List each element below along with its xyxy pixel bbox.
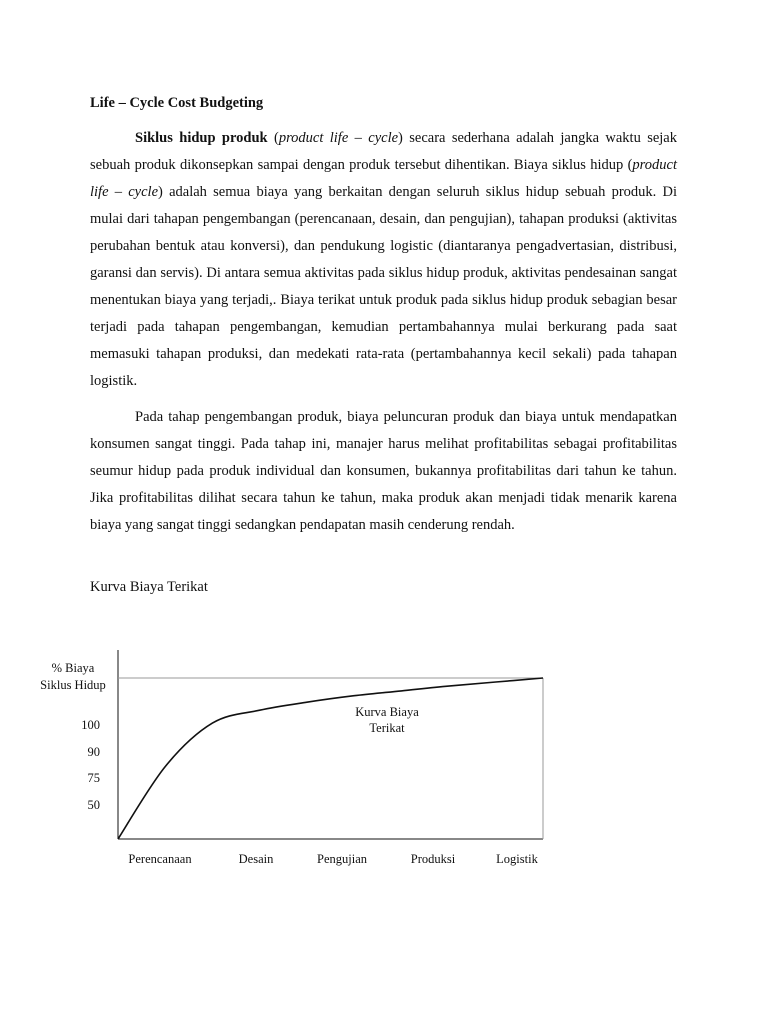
x-tick-label: Pengujian (317, 852, 367, 866)
y-tick-label: 75 (87, 771, 100, 785)
bold-term: Siklus hidup produk (135, 130, 268, 146)
y-axis-label-line1: % Biaya (51, 661, 95, 675)
y-tick-label: 100 (81, 718, 100, 732)
y-tick-label: 50 (87, 798, 100, 812)
x-tick-label: Produksi (410, 852, 456, 866)
x-tick-label: Logistik (496, 852, 538, 866)
committed-cost-chart (0, 620, 768, 890)
paragraph-tahap-pengembangan: Pada tahap pengembangan produk, biaya peluncuran produk dan biaya untuk mendapatkan konsumen sangat tinggi. Pada tahap ini, manajer harus melihat profitabilitas sebagai profitabilitas seumur hidup pada produk individual dan konsumen, bukannya profitabilitas dari tahun ke tahun. Jika profitabilitas dilihat secara tahun ke tahun, maka produk akan menjadi tidak menarik karena biaya yang sangat tinggi sedangkan pendapatan masih cenderung rendah. (90, 409, 677, 533)
document-heading: Life – Cycle Cost Budgeting (90, 95, 264, 111)
y-tick-label: 90 (87, 745, 100, 759)
curve-annotation-line2: Terikat (369, 721, 405, 735)
chart-svg (0, 620, 768, 890)
paragraph-text: ) secara sederhana adalah jangka waktu sejak sebuah produk dikonsepkan sampai dengan produk tersebut dihentikan. Biaya siklus hidup ( (90, 130, 677, 173)
paragraph-siklus-hidup (90, 125, 677, 395)
paragraph-text: ) adalah semua biaya yang berkaitan dengan seluruh siklus hidup sebuah produk. Di mulai dari tahapan pengembangan (perencanaan, desain, dan pengujian), tahapan produksi (aktivitas perubahan bentuk atau konversi), dan pendukung logistic (diantaranya pengadvertasian, distribusi, garansi dan servis). Di antara semua aktivitas pada siklus hidup produk, aktivitas pendesainan sangat menentukan biaya yang terjadi,. Biaya terikat untuk produk pada siklus hidup produk sebagian besar terjadi pada tahapan pengembangan, kemudian pertambahannya mulai berkurang pada saat memasuki tahapan produksi, dan medekati rata-rata (pertambahannya kecil sekali) pada tahapan logistik. (90, 184, 678, 389)
x-tick-label: Desain (238, 852, 274, 866)
curve-annotation-line1: Kurva Biaya (355, 705, 419, 719)
x-tick-label: Perencanaan (128, 852, 192, 866)
italic-term: product life – cycle (90, 157, 677, 200)
italic-term: product life – cycle (278, 130, 399, 146)
chart-caption: Kurva Biaya Terikat (90, 579, 208, 595)
committed-cost-curve (118, 678, 543, 839)
y-axis-label-line2: Siklus Hidup (40, 678, 106, 692)
paragraph-text: ( (267, 130, 279, 146)
